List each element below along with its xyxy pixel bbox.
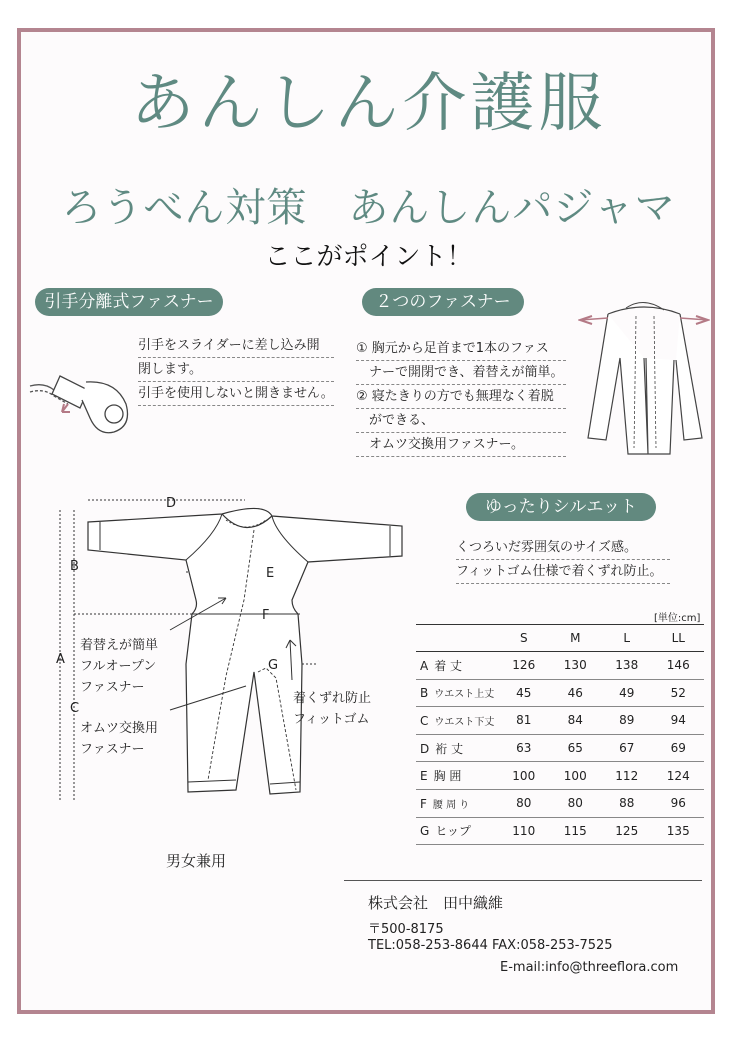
table-cell: 126: [498, 652, 550, 680]
row-name: ヒップ: [435, 824, 471, 839]
table-cell: 112: [601, 762, 653, 790]
table-cell: 81: [498, 707, 550, 735]
two-zippers-line: オムツ交換用ファスナー。: [356, 433, 566, 457]
callout-line: フルオープン: [80, 659, 157, 674]
page-subtitle: ろうべん対策 あんしんパジャマ: [61, 185, 676, 231]
table-cell: 49: [601, 679, 653, 707]
company-phone-fax: TEL:058-253-8644 FAX:058-253-7525: [368, 938, 613, 953]
table-cell: 130: [550, 652, 602, 680]
header-size: LL: [653, 625, 705, 652]
table-header-row: [416, 625, 704, 652]
company-postal: 〒500-8175: [368, 922, 444, 937]
dim-G: G: [268, 658, 279, 673]
table-cell: 67: [601, 734, 653, 762]
row-label: [416, 652, 498, 680]
callout-line: オムツ交換用: [80, 721, 159, 736]
table-cell: 45: [498, 679, 550, 707]
table-cell: 125: [601, 817, 653, 845]
table-cell: 146: [653, 652, 705, 680]
row-name: 着 丈: [434, 658, 463, 673]
table-cell: 80: [550, 789, 602, 817]
row-name: 胸 囲: [433, 769, 462, 784]
table-cell: 63: [498, 734, 550, 762]
callout-line: ファスナー: [80, 680, 145, 695]
silhouette-label: ゆったりシルエット: [466, 493, 656, 521]
row-label: [416, 817, 498, 845]
row-label: [416, 789, 498, 817]
full-zip-callout: [80, 635, 158, 698]
table-cell: 89: [601, 707, 653, 735]
point-heading: ここがポイント！: [264, 242, 473, 272]
dim-D: D: [166, 496, 177, 511]
silhouette-line: フィットゴム仕様で着くずれ防止。: [456, 560, 670, 584]
company-email: E-mail:info@threeflora.com: [500, 960, 679, 975]
header-size: L: [601, 625, 653, 652]
dim-B: B: [70, 559, 79, 574]
row-name: 腰 周 り: [432, 799, 470, 811]
two-zippers-text: [356, 337, 566, 457]
table-cell: 110: [498, 817, 550, 845]
page-title: あんしん介護服: [130, 67, 607, 141]
row-key: D: [420, 741, 430, 756]
company-divider: [344, 880, 702, 881]
row-name: ウエスト上丈: [434, 689, 495, 701]
callout-line: 着替えが簡単: [80, 638, 159, 653]
two-zippers-label: ２つのファスナー: [362, 288, 524, 316]
row-key: G: [420, 824, 430, 839]
table-cell: 69: [653, 734, 705, 762]
callout-line: 着くずれ防止: [293, 691, 372, 706]
table-cell: 135: [653, 817, 705, 845]
open-garment-illustration: [578, 298, 710, 462]
zipper-pull-illustration: [28, 364, 140, 440]
row-key: A: [420, 658, 429, 673]
unit-label: [単位:cm]: [654, 613, 701, 624]
table-row: [416, 679, 704, 707]
row-label: [416, 734, 498, 762]
table-cell: 94: [653, 707, 705, 735]
header-blank: [416, 625, 498, 652]
table-row: [416, 789, 704, 817]
elastic-callout: [293, 688, 371, 730]
table-cell: 100: [550, 762, 602, 790]
table-cell: 138: [601, 652, 653, 680]
table-cell: 115: [550, 817, 602, 845]
two-zippers-line: ができる、: [356, 409, 566, 433]
table-cell: 80: [498, 789, 550, 817]
zipper-pull-text: [138, 334, 334, 406]
row-label: [416, 762, 498, 790]
row-name: 裄 丈: [435, 741, 464, 756]
table-row: [416, 707, 704, 735]
table-cell: 84: [550, 707, 602, 735]
silhouette-line: くつろいだ雰囲気のサイズ感。: [456, 536, 670, 560]
zipper-pull-line: 引手をスライダーに差し込み開: [138, 334, 334, 358]
table-row: [416, 817, 704, 845]
table-row: [416, 652, 704, 680]
zipper-pull-line: 閉します。: [138, 358, 334, 382]
zipper-pull-label: 引手分離式ファスナー: [35, 288, 223, 316]
dim-A: A: [56, 652, 65, 667]
row-key: E: [420, 769, 428, 784]
table-cell: 100: [498, 762, 550, 790]
row-key: F: [420, 796, 427, 811]
dim-E: E: [266, 566, 275, 581]
table-cell: 124: [653, 762, 705, 790]
table-row: [416, 762, 704, 790]
dim-F: F: [262, 608, 270, 623]
two-zippers-line: ① 胸元から足首まで1本のファス: [356, 337, 566, 361]
callout-line: ファスナー: [80, 742, 145, 757]
diaper-zip-callout: [80, 718, 158, 760]
row-label: [416, 707, 498, 735]
table-cell: 52: [653, 679, 705, 707]
header-size: M: [550, 625, 602, 652]
row-key: B: [420, 686, 429, 701]
table-row: [416, 734, 704, 762]
table-cell: 65: [550, 734, 602, 762]
header-size: S: [498, 625, 550, 652]
table-cell: 46: [550, 679, 602, 707]
row-label: [416, 679, 498, 707]
unisex-label: 男女兼用: [166, 852, 227, 870]
dim-C: C: [70, 701, 80, 716]
table-cell: 96: [653, 789, 705, 817]
two-zippers-line: ② 寝たきりの方でも無理なく着脱: [356, 385, 566, 409]
two-zippers-line: ナーで開閉でき、着替えが簡単。: [356, 361, 566, 385]
size-table: [416, 624, 704, 845]
row-name: ウエスト下丈: [434, 716, 495, 728]
callout-line: フィットゴム: [293, 712, 370, 727]
zipper-pull-line: 引手を使用しないと開きません。: [138, 382, 334, 406]
row-key: C: [420, 713, 429, 728]
silhouette-text: [456, 536, 670, 584]
table-cell: 88: [601, 789, 653, 817]
company-name: 株式会社 田中織維: [368, 894, 504, 912]
